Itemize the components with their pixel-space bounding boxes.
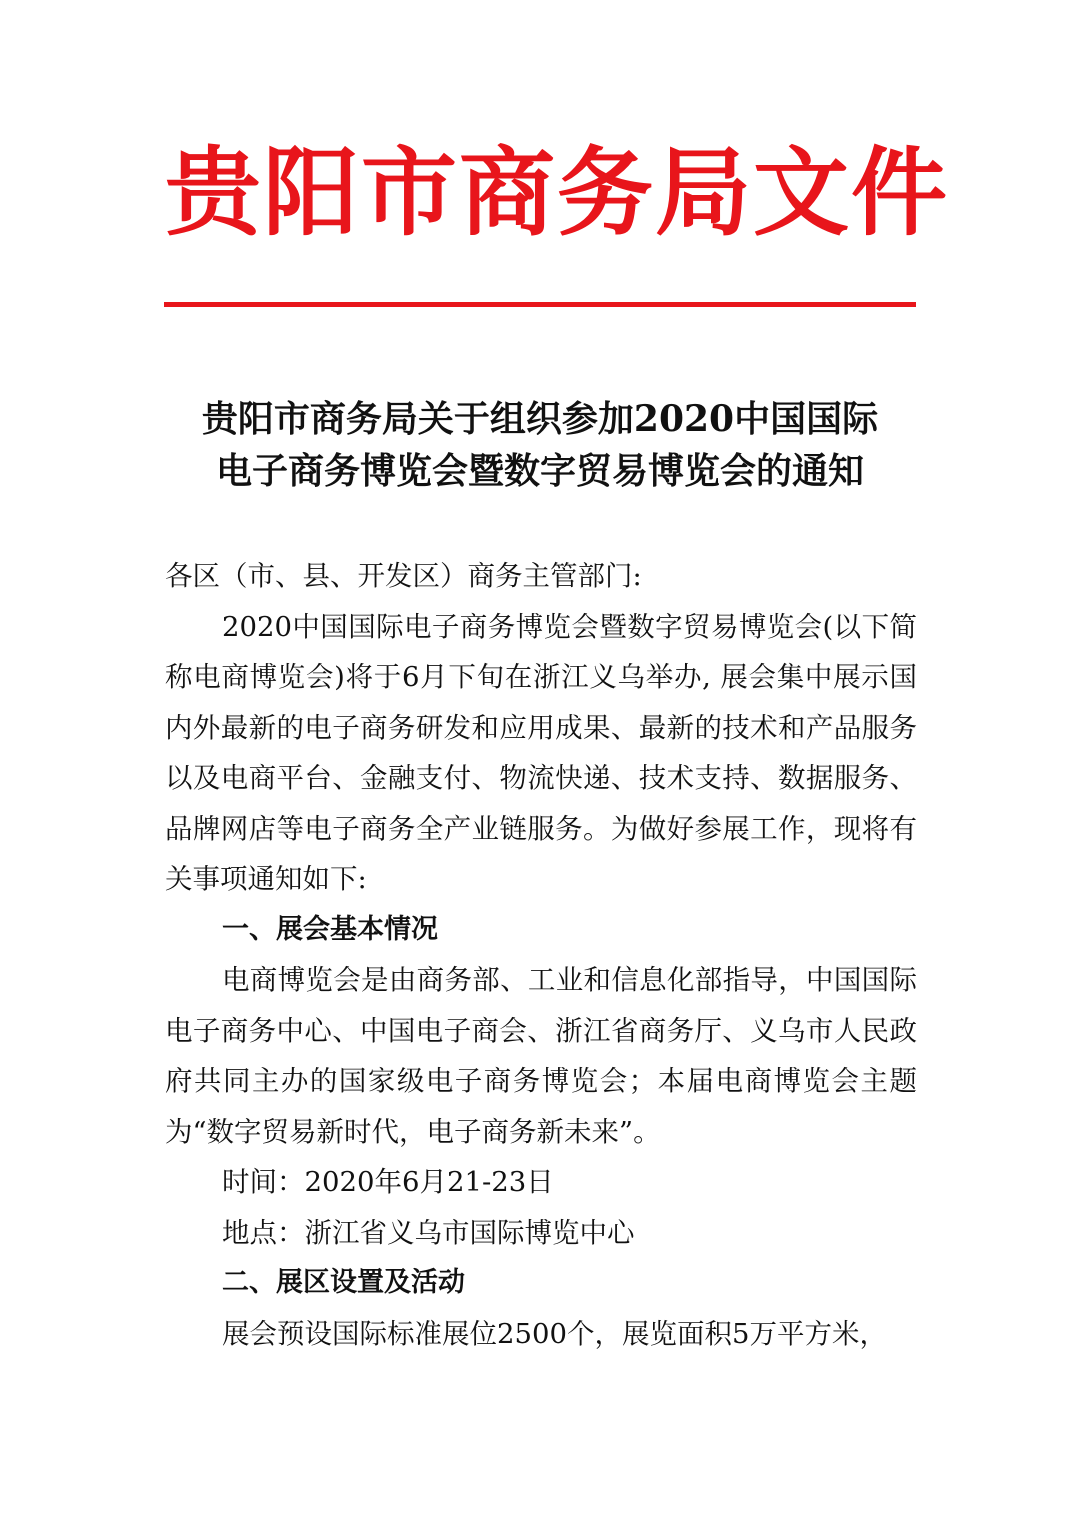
event-time: 时间：2020年6月21-23日 <box>222 1166 554 1198</box>
section-2-heading: 二、展区设置及活动 <box>222 1267 465 1298</box>
document-title-line-1: 贵阳市商务局关于组织参加2020中国国际 <box>201 398 879 440</box>
letterhead-red-rule <box>164 302 916 307</box>
event-place: 地点：浙江省义乌市国际博览中心 <box>222 1216 635 1249</box>
document-title <box>150 393 930 497</box>
document-body <box>165 551 917 1359</box>
salutation: 各区（市、县、开发区）商务主管部门: <box>165 560 642 592</box>
letterhead-title: 贵阳市商务局文件 <box>165 136 949 249</box>
section-1-paragraph: 电商博览会是由商务部、工业和信息化部指导，中国国际电子商务中心、中国电子商会、浙江省商务厅、义乌市人民政府共同主办的国家级电子商务博览会；本届电商博览会主题为“数字贸易新时代，电子商务新未来”。 <box>165 964 917 1148</box>
section-1-heading: 一、展会基本情况 <box>222 913 438 945</box>
document-title-line-2: 电子商务博览会暨数字贸易博览会的通知 <box>215 450 864 492</box>
intro-paragraph: 2020中国国际电子商务博览会暨数字贸易博览会(以下简称电商博览会)将于6月下旬在浙江义乌举办, 展会集中展示国内外最新的电子商务研发和应用成果、最新的技术和产品服务以及电商平台、金融支付、物流快递、技术支持、数据服务、品牌网店等电子商务全产业链服务。为做好参展工作，现将有关事项通知如下: <box>165 610 917 895</box>
section-2-paragraph: 展会预设国际标准展位2500个，展览面积5万平方米， <box>222 1317 887 1350</box>
